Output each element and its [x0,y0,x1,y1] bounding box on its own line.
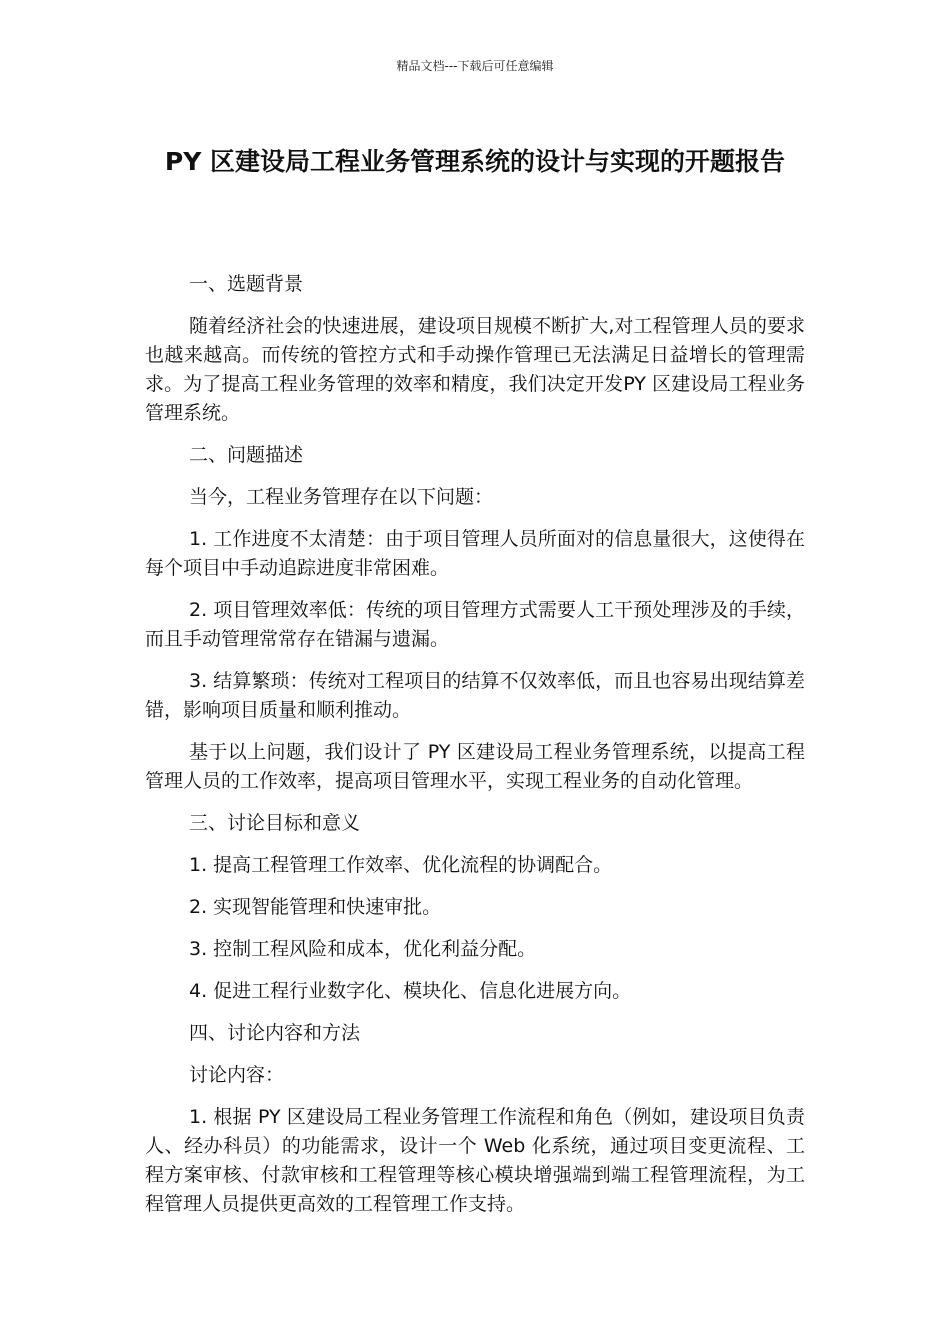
paragraph-problem-summary: 基于以上问题，我们设计了 PY 区建设局工程业务管理系统，以提高工程管理人员的工作效率，提高项目管理水平，实现工程业务的自动化管理。 [145,741,805,792]
paragraph-content-label: 讨论内容： [189,1064,285,1086]
paragraph-problem-intro: 当今，工程业务管理存在以下问题： [189,486,494,508]
list-item-goal-3: 3. 控制工程风险和成本，优化利益分配。 [189,938,537,960]
section-heading-problem: 二、问题描述 [189,444,304,466]
list-item-content-1: 1. 根据 PY 区建设局工程业务管理工作流程和角色（例如，建设项目负责人、经办科员）的功能需求，设计一个 Web 化系统，通过项目变更流程、工程方案审核、付款审核和工程管理等核心模块增强端到端工程管理流程，为工程管理人员提供更高效的工程管理工作支持。 [145,1106,805,1215]
list-item-problem-3: 3. 结算繁琐：传统对工程项目的结算不仅效率低，而且也容易出现结算差错，影响项目质量和顺利推动。 [145,670,805,721]
section-heading-goals: 三、讨论目标和意义 [189,812,361,834]
list-item-problem-2: 2. 项目管理效率低：传统的项目管理方式需要人工干预处理涉及的手续，而且手动管理常常存在错漏与遗漏。 [145,599,805,650]
header-note: 精品文档---下载后可任意编辑 [396,59,554,73]
document-body [145,270,805,1232]
list-item-goal-2: 2. 实现智能管理和快速审批。 [189,896,442,918]
section-heading-background: 一、选题背景 [189,273,304,295]
list-item-goal-4: 4. 促进工程行业数字化、模块化、信息化进展方向。 [189,980,632,1002]
list-item-problem-1: 1. 工作进度不太清楚：由于项目管理人员所面对的信息量很大，这使得在每个项目中手动追踪进度非常困难。 [145,528,805,579]
list-item-goal-1: 1. 提高工程管理工作效率、优化流程的协调配合。 [189,854,613,876]
section-heading-content-methods: 四、讨论内容和方法 [189,1022,361,1044]
paragraph-background: 随着经济社会的快速进展，建设项目规模不断扩大,对工程管理人员的要求也越来越高。而传统的管控方式和手动操作管理已无法满足日益增长的管理需求。为了提高工程业务管理的效率和精度，我们决定开发PY 区建设局工程业务管理系统。 [145,315,805,424]
document-title: PY 区建设局工程业务管理系统的设计与实现的开题报告 [164,147,786,176]
